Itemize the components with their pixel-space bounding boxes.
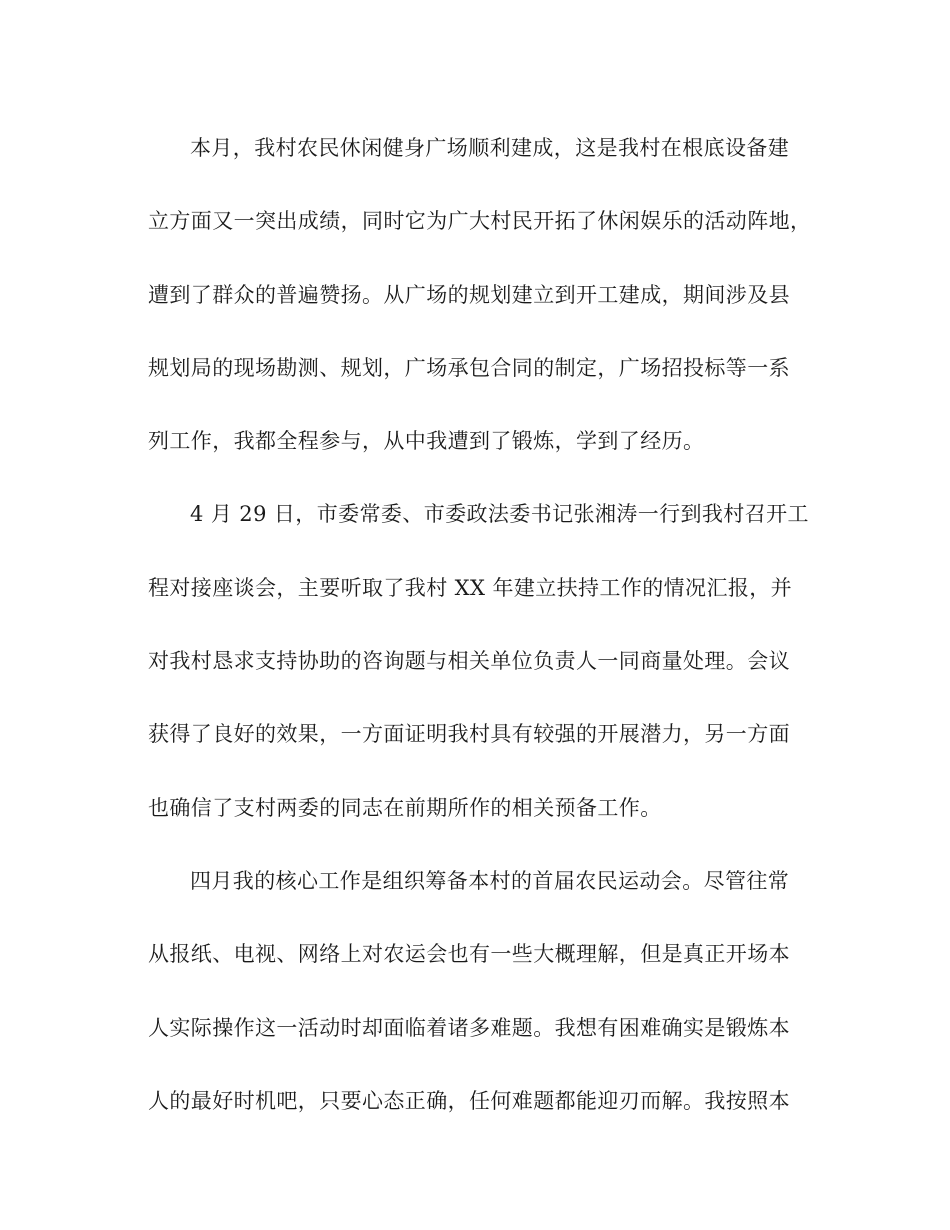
paragraph-1-line-2: 立方面又一突出成绩，同时它为广大村民开拓了休闲娱乐的活动阵地， — [148, 209, 812, 234]
paragraph-3-line-3: 人实际操作这一活动时却面临着诸多难题。我想有困难确实是锻炼本 — [148, 1015, 790, 1040]
paragraph-2-line-1: 4 月 29 日，市委常委、市委政法委书记张湘涛一行到我村召开工 — [190, 502, 809, 527]
paragraph-1-line-3: 遭到了群众的普遍赞扬。从广场的规划建立到开工建成，期间涉及县 — [148, 282, 790, 307]
paragraph-1-line-4: 规划局的现场勘测、规划，广场承包合同的制定，广场招投标等一系 — [148, 355, 790, 380]
paragraph-1-line-5: 列工作，我都全程参与，从中我遭到了锻炼，学到了经历。 — [148, 429, 705, 454]
document-body — [148, 112, 812, 1138]
paragraph-2-line-3: 对我村恳求支持协助的咨询题与相关单位负责人一同商量处理。会议 — [148, 649, 790, 674]
paragraph-3-line-1: 四月我的核心工作是组织筹备本村的首届农民运动会。尽管往常 — [190, 868, 790, 893]
paragraph-2-line-5: 也确信了支村两委的同志在前期所作的相关预备工作。 — [148, 795, 662, 820]
paragraph-3-line-4: 人的最好时机吧，只要心态正确，任何难题都能迎刃而解。我按照本 — [148, 1088, 790, 1113]
paragraph-2-line-2: 程对接座谈会，主要听取了我村 XX 年建立扶持工作的情况汇报，并 — [148, 575, 793, 600]
paragraph-2-line-4: 获得了良好的效果，一方面证明我村具有较强的开展潜力，另一方面 — [148, 722, 790, 747]
paragraph-1-line-1: 本月，我村农民休闲健身广场顺利建成，这是我村在根底设备建 — [190, 136, 790, 160]
paragraph-3-line-2: 从报纸、电视、网络上对农运会也有一些大概理解，但是真正开场本 — [148, 942, 790, 967]
